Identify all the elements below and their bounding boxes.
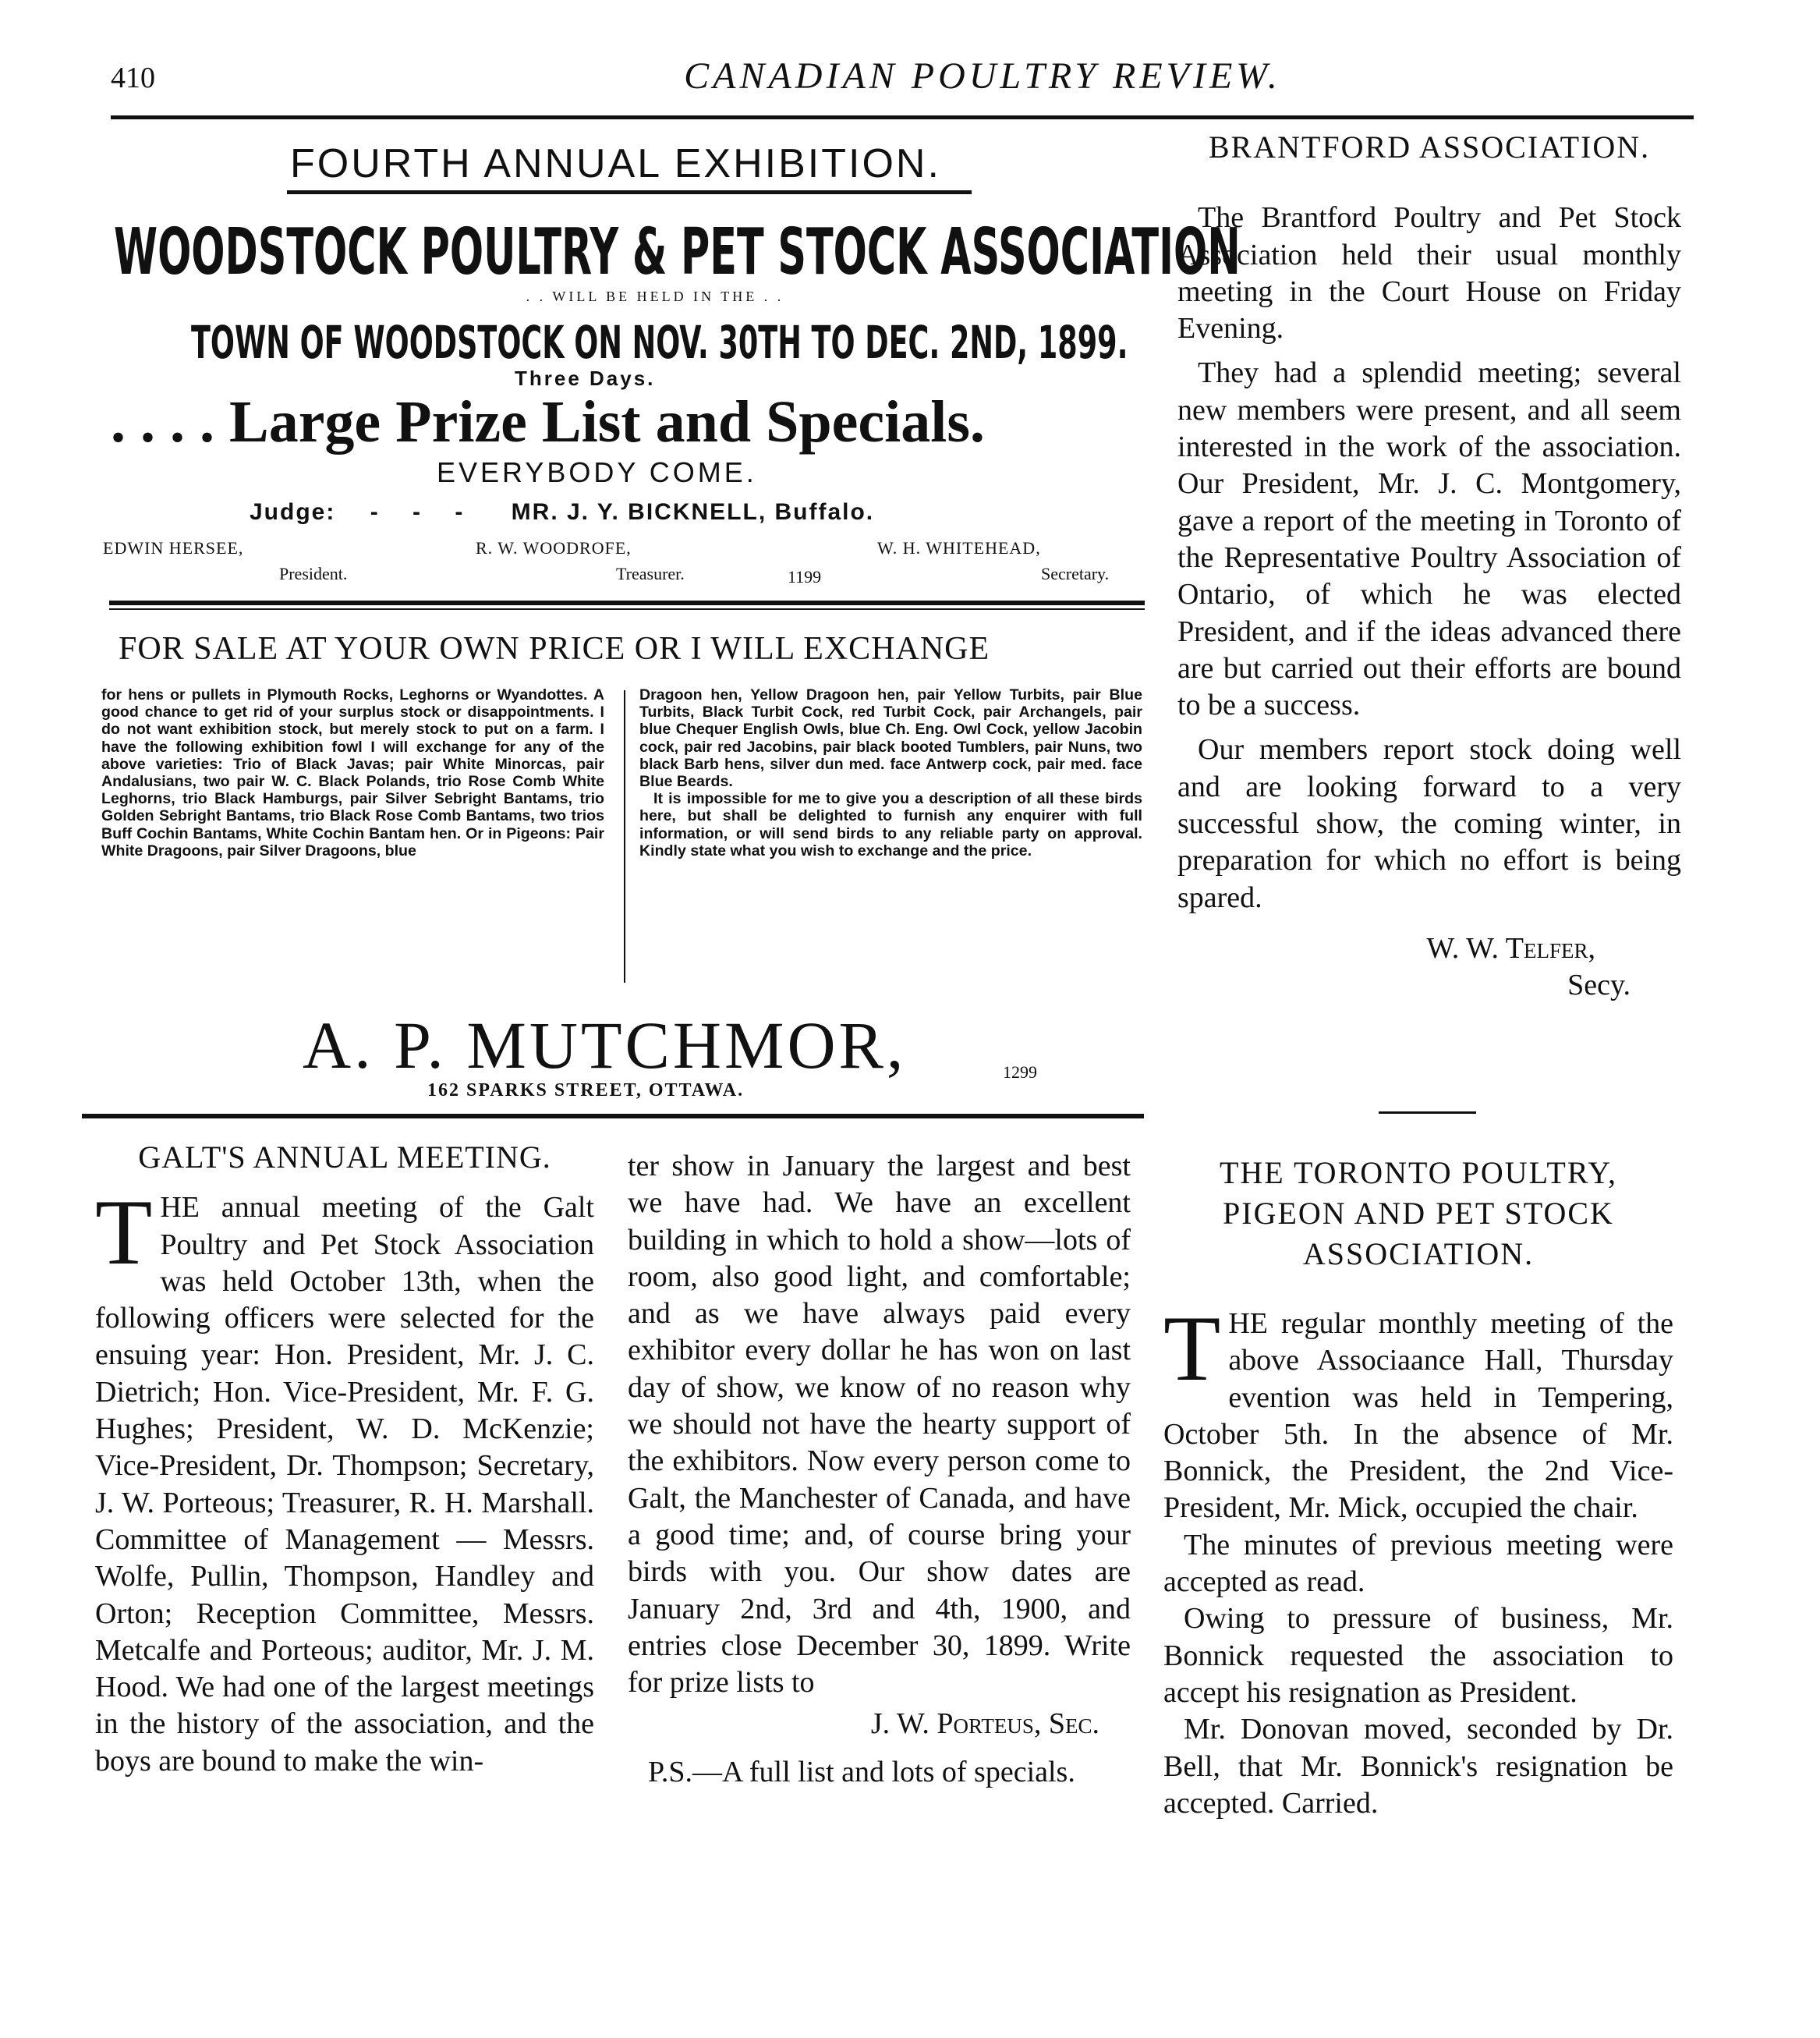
officer-title: President.	[279, 564, 348, 583]
ad-bottom-rule	[82, 1114, 1144, 1118]
for-sale-column-divider	[624, 690, 625, 983]
brantford-signature-title: Secy.	[1567, 969, 1631, 1002]
toronto-heading-line: THE TORONTO POULTRY,	[1219, 1155, 1618, 1190]
for-sale-column-2	[639, 686, 1142, 860]
toronto-heading-line: ASSOCIATION.	[1302, 1236, 1535, 1271]
judge-label: Judge:	[250, 499, 336, 525]
brantford-paragraph: They had a splendid meeting; several new members were present, and all seem interested in the work of the association. Our President, Mr. J. C. Montgomery, gave a report of the meeting in Toronto of the Representative Poultry Association of Ontario, of which he was elected President, and if the ideas advanced there are but carried out their efforts are bound to be a success.	[1177, 356, 1681, 722]
brantford-article	[1177, 129, 1681, 1005]
judge-line	[250, 499, 874, 526]
toronto-heading	[1163, 1153, 1673, 1274]
advertiser-address: 162 SPARKS STREET, OTTAWA.	[427, 1080, 745, 1101]
prize-list-line: . . . . Large Prize List and Specials.	[111, 389, 985, 455]
toronto-paragraph: Mr. Donovan moved, seconded by Dr. Bell, that Mr. Bonnick's resignation be accepted. Carried.	[1163, 1713, 1673, 1820]
ad-divider-rule	[109, 601, 1145, 605]
toronto-paragraph	[1163, 1296, 1673, 1527]
drop-cap: T	[95, 1180, 153, 1285]
galt-paragraph: ter show in January the largest and best we have had. We have an excellent building in which to hold a show—lots of room, also good light, and comfortable; and as we have always paid every exhibitor every dollar he has won on last day of show, we know of no reason why we should not have the hearty support of the exhibitors. Now every person come to Galt, the Manchester of Canada, and have a good time; and, of course bring your birds with you. Our show dates are January 2nd, 3rd and 4th, 1900, and entries close December 30, 1899. Write for prize lists to	[628, 1150, 1131, 1700]
toronto-text: HE regular monthly meeting of the above Associaance Hall, Thursday evention was held in Tempering, October 5th. In the absence of Mr. Bonnick, the President, the 2nd Vice-President, Mr. Mick, occupied the chair.	[1163, 1307, 1673, 1525]
held-in-line: . . WILL BE HELD IN THE . .	[526, 289, 784, 304]
ad-reference-number: 1299	[1003, 1062, 1037, 1082]
header-rule	[111, 115, 1694, 119]
page-number: 410	[111, 62, 155, 94]
exhibition-title: FOURTH ANNUAL EXHIBITION.	[290, 141, 941, 186]
ad-reference-number: 1199	[788, 567, 822, 587]
officer-name: W. H. WHITEHEAD,	[877, 538, 1041, 558]
brantford-heading: BRANTFORD ASSOCIATION.	[1208, 129, 1651, 165]
ad-divider-rule-thin	[109, 608, 1145, 610]
everybody-come-line: EVERYBODY COME.	[437, 456, 757, 488]
signature-name: W. W. Telfer,	[1426, 931, 1595, 965]
galt-article-column-1	[95, 1139, 594, 1780]
judge-dashes: - - -	[370, 499, 477, 525]
galt-paragraph	[95, 1180, 594, 1780]
for-sale-heading: FOR SALE AT YOUR OWN PRICE OR I WILL EXCHANGE	[119, 631, 990, 667]
officer-name: EDWIN HERSEE,	[103, 538, 244, 558]
galt-text: HE annual meeting of the Galt Poultry and Pet Stock Association was held October 13th, when the following officers were selected for the ensuing year: Hon. President, Mr. J. C. Dietrich; Hon. Vice-President, Mr. F. G. Hughes; President, W. D. McKenzie; Vice-President, Dr. Thompson; Secretary, J. W. Porteous; Treasurer, R. H. Marshall. Committee of Management — Messrs. Wolfe, Pullin, Thompson, Handley and Orton; Reception Committee, Messrs. Metcalfe and Porteous; auditor, Mr. J. M. Hood. We had one of the largest meetings in the history of the association, and the boys are bound to make the win-	[95, 1191, 594, 1777]
officer-title: Secretary.	[1041, 564, 1110, 583]
for-sale-column-1: for hens or pullets in Plymouth Rocks, Leghorns or Wyandottes. A good chance to get rid of your surplus stock or disappointments. I do not want exhibition stock, but merely stock to put on a farm. I have the following exhibition fowl I will exchange for any of the above varieties: Trio of Black Javas; pair White Minorcas, pair Andalusians, two pair W. C. Black Polands, trio Rose Comb White Leghorns, trio Black Hamburgs, pair Silver Sebright Bantams, trio Golden Sebright Bantams, trio Black Rose Comb Bantams, two trios Buff Cochin Bantams, White Cochin Bantam hen. Or in Pigeons: Pair White Dragoons, pair Silver Dragoons, blue	[101, 686, 604, 860]
association-name: WOODSTOCK POULTRY & PET STOCK ASSOCIATION	[114, 215, 1241, 289]
toronto-paragraph: The minutes of previous meeting were accepted as read.	[1163, 1528, 1673, 1599]
brantford-paragraph: The Brantford Poultry and Pet Stock Association held their usual monthly meeting in the Court House on Friday Evening.	[1177, 201, 1681, 346]
brantford-signature	[1177, 930, 1681, 967]
toronto-heading-line: PIGEON AND PET STOCK	[1223, 1196, 1614, 1231]
judge-name: MR. J. Y. BICKNELL, Buffalo.	[511, 499, 875, 525]
galt-heading: GALT'S ANNUAL MEETING.	[138, 1140, 551, 1175]
exhibition-duration: Three Days.	[515, 367, 656, 390]
galt-signature	[628, 1706, 1131, 1742]
officer-title: Treasurer.	[616, 564, 685, 583]
exhibition-title-underline	[287, 190, 972, 194]
running-head: CANADIAN POULTRY REVIEW.	[684, 55, 1281, 97]
toronto-article	[1163, 1153, 1673, 1822]
signature-name: J. W. Porteus, Sec.	[870, 1707, 1099, 1741]
exhibition-dates: TOWN OF WOODSTOCK ON NOV. 30TH TO DEC. 2ND, 1899.	[191, 316, 1128, 369]
for-sale-text-2: It is impossible for me to give you a description of all these birds here, but shall be delighted to furnish any enquirer with full information, or will send birds to any reliable party on approval. Kindly state what you wish to exchange and the price.	[639, 790, 1142, 860]
advertiser-name: A. P. MUTCHMOR,	[303, 1008, 907, 1083]
officer-name: R. W. WOODROFE,	[476, 538, 632, 558]
for-sale-text: Dragoon hen, Yellow Dragoon hen, pair Yellow Turbits, pair Blue Turbits, Black Turbit Cock, red Turbit Cock, pair Archangels, pair blue Chequer English Owls, blue Ch. Eng. Owl Cock, yellow Jacobin cock, pair red Jacobins, pair black booted Tumblers, pair Nuns, two black Barb hens, silver dun med. face Antwerp cock, pair med. face Blue Beards.	[639, 686, 1142, 791]
galt-postscript: P.S.—A full list and lots of specials.	[648, 1755, 1075, 1788]
drop-cap: T	[1163, 1296, 1221, 1400]
brantford-paragraph: Our members report stock doing well and are looking forward to a very successful show, the coming winter, in preparation for which no effort is being spared.	[1177, 733, 1681, 914]
galt-article-column-2	[628, 1148, 1131, 1791]
toronto-paragraph: Owing to pressure of business, Mr. Bonnick requested the association to accept his resignation as President.	[1163, 1602, 1673, 1709]
section-divider	[1379, 1111, 1476, 1114]
